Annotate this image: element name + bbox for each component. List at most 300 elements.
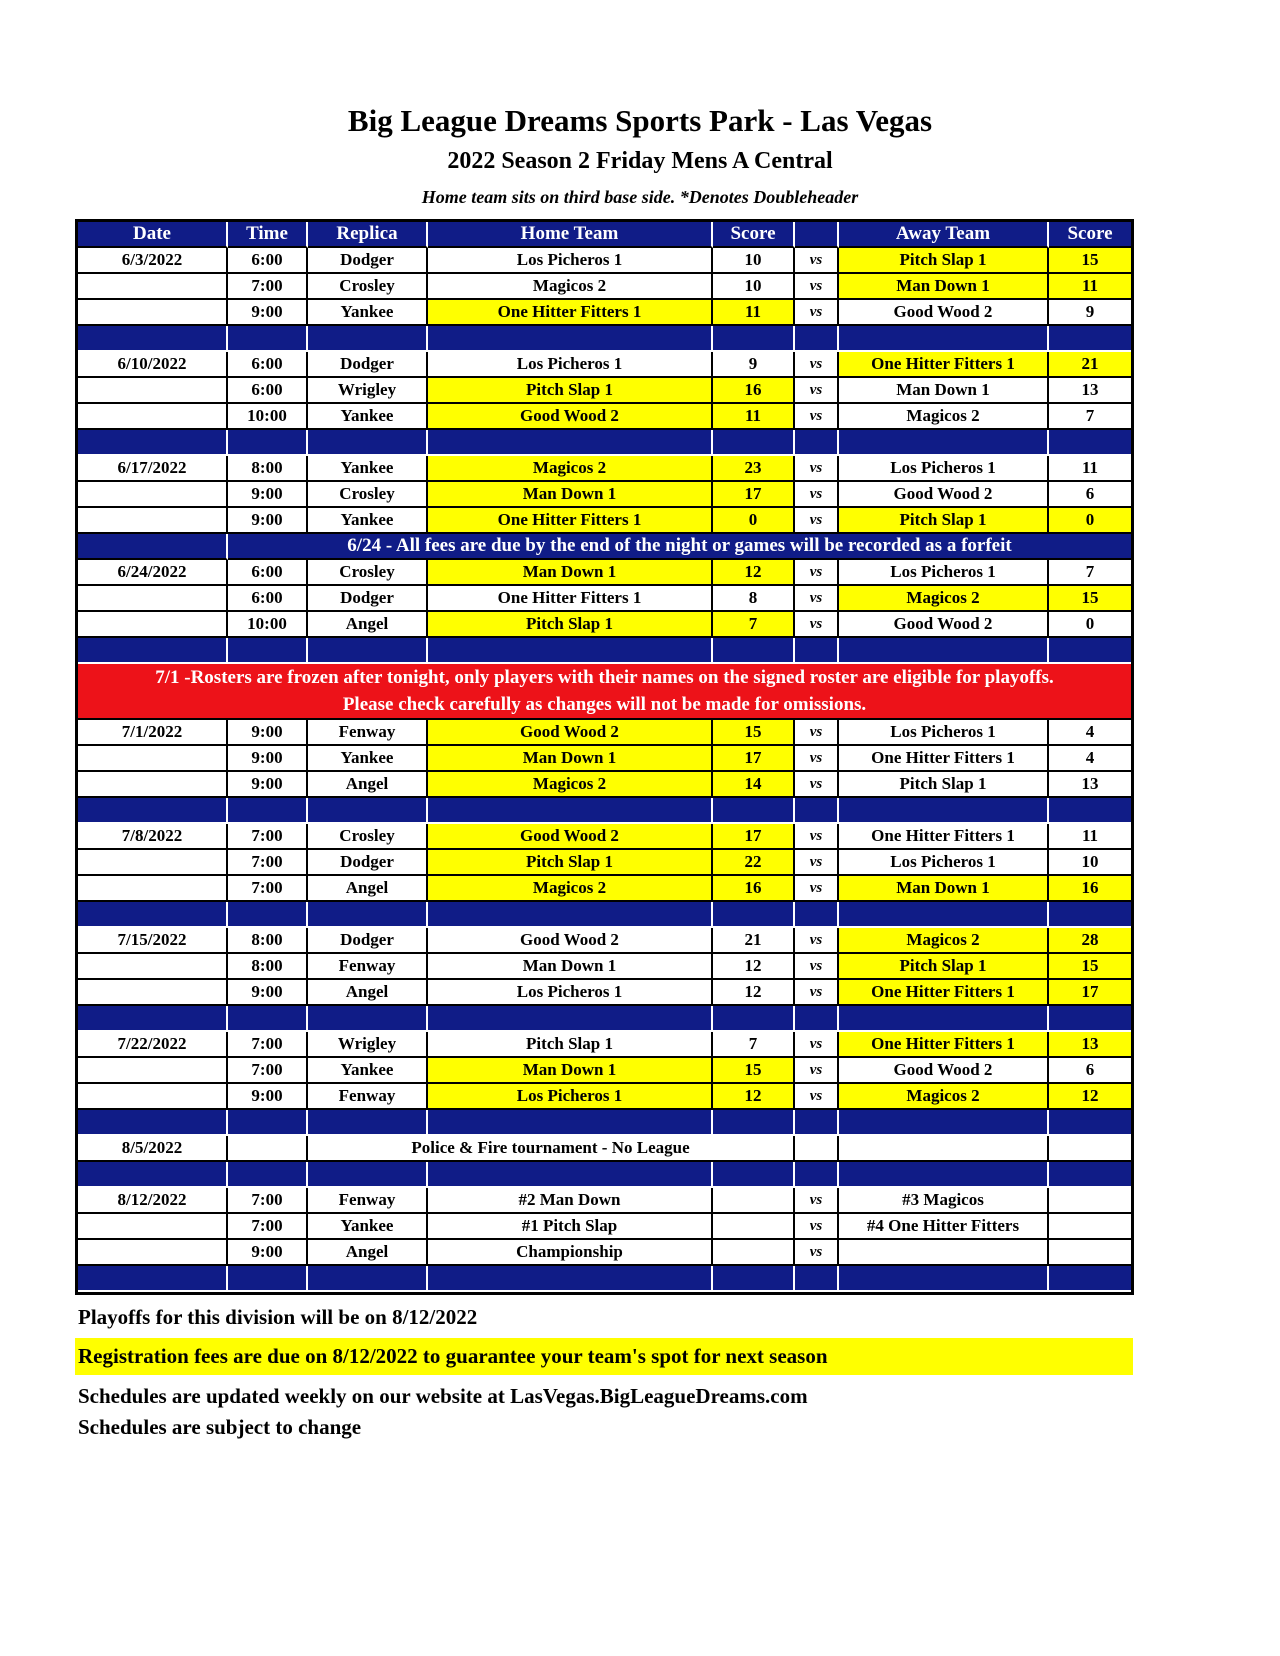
home-score-cell: 11 (713, 300, 795, 326)
footer-registration-note: Registration fees are due on 8/12/2022 to guarantee your team's spot for next season (75, 1338, 1133, 1374)
away-score-cell: 7 (1049, 560, 1131, 586)
time-cell: 6:00 (228, 248, 308, 274)
vs-cell: vs (795, 274, 839, 300)
home-score-cell: 10 (713, 248, 795, 274)
date-cell (78, 876, 228, 902)
col-header-time: Time (228, 222, 308, 248)
separator-cell (1049, 430, 1131, 456)
date-cell (78, 772, 228, 798)
separator-cell (839, 638, 1049, 664)
vs-cell: vs (795, 1058, 839, 1084)
home-score-cell: 17 (713, 824, 795, 850)
date-cell: 6/3/2022 (78, 248, 228, 274)
separator-cell (839, 1006, 1049, 1032)
separator-row (78, 1006, 1131, 1032)
away-team-cell: One Hitter Fitters 1 (839, 1032, 1049, 1058)
home-score-cell: 12 (713, 954, 795, 980)
home-team-cell: Good Wood 2 (428, 824, 713, 850)
away-team-cell: Magicos 2 (839, 586, 1049, 612)
schedule-rows (78, 248, 1131, 1292)
separator-row (78, 1110, 1131, 1136)
date-cell (78, 482, 228, 508)
separator-cell (78, 902, 228, 928)
home-team-cell: Man Down 1 (428, 1058, 713, 1084)
separator-cell (1049, 1110, 1131, 1136)
separator-cell (228, 326, 308, 352)
replica-cell: Fenway (308, 954, 428, 980)
away-score-cell: 6 (1049, 482, 1131, 508)
replica-cell: Dodger (308, 352, 428, 378)
header-row (78, 222, 1131, 248)
separator-cell (795, 1006, 839, 1032)
away-score-cell (1049, 1188, 1131, 1214)
vs-cell: vs (795, 248, 839, 274)
replica-cell: Fenway (308, 720, 428, 746)
date-cell (78, 586, 228, 612)
game-row (78, 274, 1131, 300)
home-team-cell: Magicos 2 (428, 456, 713, 482)
home-score-cell (713, 1188, 795, 1214)
separator-cell (795, 430, 839, 456)
away-score-cell: 16 (1049, 876, 1131, 902)
game-row (78, 720, 1131, 746)
time-cell: 7:00 (228, 1058, 308, 1084)
separator-cell (78, 326, 228, 352)
home-team-cell: Magicos 2 (428, 772, 713, 798)
away-team-cell: Good Wood 2 (839, 482, 1049, 508)
home-team-cell: Pitch Slap 1 (428, 612, 713, 638)
away-team-cell: Good Wood 2 (839, 612, 1049, 638)
replica-cell: Fenway (308, 1084, 428, 1110)
game-row (78, 1240, 1131, 1266)
replica-cell: Fenway (308, 1188, 428, 1214)
away-team-cell: Magicos 2 (839, 404, 1049, 430)
away-score-cell: 4 (1049, 746, 1131, 772)
time-cell: 9:00 (228, 746, 308, 772)
replica-cell: Angel (308, 772, 428, 798)
separator-cell (308, 798, 428, 824)
vs-cell: vs (795, 560, 839, 586)
date-cell: 8/12/2022 (78, 1188, 228, 1214)
game-row (78, 456, 1131, 482)
game-row (78, 404, 1131, 430)
replica-cell: Angel (308, 612, 428, 638)
away-score-cell (1049, 1136, 1131, 1162)
separator-cell (78, 430, 228, 456)
home-score-cell: 12 (713, 980, 795, 1006)
away-score-cell: 17 (1049, 980, 1131, 1006)
home-team-cell: Los Picheros 1 (428, 352, 713, 378)
separator-row (78, 326, 1131, 352)
home-score-cell: 22 (713, 850, 795, 876)
away-score-cell (1049, 1240, 1131, 1266)
separator-cell (308, 1110, 428, 1136)
home-score-cell: 16 (713, 378, 795, 404)
footer-playoffs-note: Playoffs for this division will be on 8/12/2022 (78, 1305, 478, 1330)
time-cell: 7:00 (228, 850, 308, 876)
separator-cell (839, 902, 1049, 928)
time-cell: 7:00 (228, 1032, 308, 1058)
vs-cell: vs (795, 404, 839, 430)
alert-row (78, 664, 1131, 720)
game-row (78, 746, 1131, 772)
time-cell: 8:00 (228, 954, 308, 980)
time-cell: 9:00 (228, 980, 308, 1006)
separator-cell (795, 1110, 839, 1136)
separator-cell (228, 798, 308, 824)
separator-cell (228, 1110, 308, 1136)
home-score-cell: 23 (713, 456, 795, 482)
separator-cell (713, 1110, 795, 1136)
home-score-cell: 11 (713, 404, 795, 430)
game-row (78, 560, 1131, 586)
home-team-cell: Pitch Slap 1 (428, 850, 713, 876)
notice-row (78, 534, 1131, 560)
vs-cell: vs (795, 1240, 839, 1266)
away-score-cell: 0 (1049, 612, 1131, 638)
separator-row (78, 798, 1131, 824)
home-team-cell: Los Picheros 1 (428, 248, 713, 274)
replica-cell: Yankee (308, 1214, 428, 1240)
game-row (78, 980, 1131, 1006)
game-row (78, 1214, 1131, 1240)
page-footer (75, 1305, 1133, 1439)
time-cell: 8:00 (228, 928, 308, 954)
date-cell: 7/1/2022 (78, 720, 228, 746)
time-cell: 9:00 (228, 772, 308, 798)
separator-cell (839, 1266, 1049, 1292)
separator-cell (839, 1162, 1049, 1188)
home-score-cell: 17 (713, 746, 795, 772)
away-team-cell: One Hitter Fitters 1 (839, 352, 1049, 378)
replica-cell: Dodger (308, 586, 428, 612)
separator-cell (1049, 902, 1131, 928)
separator-cell (308, 1266, 428, 1292)
replica-cell: Yankee (308, 1058, 428, 1084)
home-team-cell: Good Wood 2 (428, 720, 713, 746)
away-team-cell: Pitch Slap 1 (839, 772, 1049, 798)
separator-cell (795, 1266, 839, 1292)
replica-cell: Crosley (308, 560, 428, 586)
game-row (78, 586, 1131, 612)
time-cell: 6:00 (228, 378, 308, 404)
separator-cell (228, 1162, 308, 1188)
home-score-cell: 15 (713, 720, 795, 746)
away-score-cell: 11 (1049, 824, 1131, 850)
vs-cell: vs (795, 980, 839, 1006)
time-cell: 7:00 (228, 1214, 308, 1240)
away-team-cell (839, 1136, 1049, 1162)
vs-cell: vs (795, 876, 839, 902)
separator-cell (795, 326, 839, 352)
away-team-cell: One Hitter Fitters 1 (839, 746, 1049, 772)
away-team-cell: Los Picheros 1 (839, 456, 1049, 482)
game-row (78, 928, 1131, 954)
time-cell: 9:00 (228, 300, 308, 326)
separator-cell (228, 1006, 308, 1032)
separator-cell (308, 638, 428, 664)
notice-date-cell (78, 534, 228, 560)
separator-cell (78, 1006, 228, 1032)
home-score-cell: 12 (713, 1084, 795, 1110)
col-header-home-score: Score (713, 222, 795, 248)
date-cell (78, 980, 228, 1006)
separator-cell (428, 1162, 713, 1188)
separator-cell (308, 902, 428, 928)
home-team-cell: Good Wood 2 (428, 404, 713, 430)
away-score-cell: 12 (1049, 1084, 1131, 1110)
alert-line: 7/1 -Rosters are frozen after tonight, only players with their names on the signed roster are eligible for playoffs. (155, 667, 1054, 689)
away-team-cell: Los Picheros 1 (839, 560, 1049, 586)
time-cell: 6:00 (228, 560, 308, 586)
vs-cell: vs (795, 928, 839, 954)
separator-cell (428, 1266, 713, 1292)
replica-cell: Yankee (308, 456, 428, 482)
away-score-cell (1049, 1214, 1131, 1240)
separator-cell (1049, 638, 1131, 664)
away-team-cell: Good Wood 2 (839, 1058, 1049, 1084)
separator-row (78, 638, 1131, 664)
home-team-cell: Pitch Slap 1 (428, 1032, 713, 1058)
alert-cell (78, 664, 1131, 720)
time-cell: 7:00 (228, 824, 308, 850)
separator-row (78, 902, 1131, 928)
separator-cell (78, 1110, 228, 1136)
away-team-cell (839, 1240, 1049, 1266)
home-score-cell: 12 (713, 560, 795, 586)
vs-cell: vs (795, 1214, 839, 1240)
game-row (78, 1084, 1131, 1110)
vs-cell: vs (795, 352, 839, 378)
time-cell: 10:00 (228, 612, 308, 638)
time-cell: 9:00 (228, 1084, 308, 1110)
home-team-cell: One Hitter Fitters 1 (428, 300, 713, 326)
home-score-cell (713, 1240, 795, 1266)
time-cell (228, 1136, 308, 1162)
home-score-cell: 9 (713, 352, 795, 378)
game-row (78, 954, 1131, 980)
vs-cell: vs (795, 508, 839, 534)
date-cell (78, 954, 228, 980)
home-team-cell: Magicos 2 (428, 876, 713, 902)
separator-row (78, 1162, 1131, 1188)
away-score-cell: 6 (1049, 1058, 1131, 1084)
separator-row (78, 430, 1131, 456)
vs-cell: vs (795, 456, 839, 482)
home-team-cell: #2 Man Down (428, 1188, 713, 1214)
away-team-cell: Pitch Slap 1 (839, 248, 1049, 274)
vs-cell: vs (795, 824, 839, 850)
vs-cell: vs (795, 482, 839, 508)
separator-cell (228, 638, 308, 664)
away-team-cell: #4 One Hitter Fitters (839, 1214, 1049, 1240)
home-score-cell: 21 (713, 928, 795, 954)
vs-cell: vs (795, 1032, 839, 1058)
separator-cell (839, 326, 1049, 352)
separator-cell (713, 1162, 795, 1188)
separator-cell (713, 798, 795, 824)
time-cell: 7:00 (228, 1188, 308, 1214)
home-score-cell: 10 (713, 274, 795, 300)
date-cell (78, 1214, 228, 1240)
separator-cell (228, 430, 308, 456)
time-cell: 9:00 (228, 1240, 308, 1266)
date-cell (78, 508, 228, 534)
date-cell: 7/8/2022 (78, 824, 228, 850)
game-row (78, 300, 1131, 326)
event-row (78, 1136, 1131, 1162)
separator-cell (713, 326, 795, 352)
separator-cell (428, 902, 713, 928)
home-team-cell: Los Picheros 1 (428, 1084, 713, 1110)
date-cell (78, 1240, 228, 1266)
alert-line: Please check carefully as changes will not be made for omissions. (342, 694, 867, 716)
separator-cell (839, 1110, 1049, 1136)
away-score-cell: 4 (1049, 720, 1131, 746)
vs-cell: vs (795, 612, 839, 638)
away-score-cell: 7 (1049, 404, 1131, 430)
away-team-cell: One Hitter Fitters 1 (839, 824, 1049, 850)
game-row (78, 612, 1131, 638)
game-row (78, 1032, 1131, 1058)
separator-cell (1049, 1162, 1131, 1188)
home-team-cell: Good Wood 2 (428, 928, 713, 954)
home-score-cell: 14 (713, 772, 795, 798)
away-score-cell: 21 (1049, 352, 1131, 378)
header-note: Home team sits on third base side. *Denotes Doubleheader (421, 187, 859, 208)
replica-cell: Crosley (308, 482, 428, 508)
away-team-cell: Good Wood 2 (839, 300, 1049, 326)
replica-cell: Dodger (308, 850, 428, 876)
separator-cell (308, 430, 428, 456)
separator-cell (713, 1266, 795, 1292)
home-score-cell: 16 (713, 876, 795, 902)
date-cell: 7/15/2022 (78, 928, 228, 954)
replica-cell: Angel (308, 980, 428, 1006)
away-team-cell: Pitch Slap 1 (839, 954, 1049, 980)
separator-cell (428, 638, 713, 664)
date-cell (78, 274, 228, 300)
separator-cell (1049, 1266, 1131, 1292)
vs-cell: vs (795, 378, 839, 404)
separator-cell (713, 1006, 795, 1032)
page-title: Big League Dreams Sports Park - Las Vegas (347, 103, 933, 138)
date-cell: 6/10/2022 (78, 352, 228, 378)
home-team-cell: Man Down 1 (428, 954, 713, 980)
home-score-cell (713, 1214, 795, 1240)
separator-cell (795, 798, 839, 824)
game-row (78, 352, 1131, 378)
home-team-cell: One Hitter Fitters 1 (428, 508, 713, 534)
game-row (78, 1058, 1131, 1084)
home-score-cell: 7 (713, 1032, 795, 1058)
home-team-cell: Los Picheros 1 (428, 980, 713, 1006)
date-cell: 8/5/2022 (78, 1136, 228, 1162)
date-cell: 7/22/2022 (78, 1032, 228, 1058)
vs-cell: vs (795, 1188, 839, 1214)
date-cell (78, 746, 228, 772)
vs-cell: vs (795, 1084, 839, 1110)
date-cell (78, 378, 228, 404)
away-score-cell: 0 (1049, 508, 1131, 534)
game-row (78, 1188, 1131, 1214)
separator-cell (1049, 326, 1131, 352)
away-team-cell: Los Picheros 1 (839, 850, 1049, 876)
date-cell (78, 300, 228, 326)
game-row (78, 772, 1131, 798)
separator-cell (428, 1110, 713, 1136)
separator-cell (228, 1266, 308, 1292)
separator-cell (1049, 798, 1131, 824)
time-cell: 9:00 (228, 720, 308, 746)
date-cell (78, 612, 228, 638)
game-row (78, 850, 1131, 876)
away-team-cell: Magicos 2 (839, 928, 1049, 954)
time-cell: 8:00 (228, 456, 308, 482)
game-row (78, 876, 1131, 902)
away-team-cell: Man Down 1 (839, 274, 1049, 300)
away-team-cell: Man Down 1 (839, 378, 1049, 404)
col-header-away-score: Score (1049, 222, 1131, 248)
separator-cell (839, 430, 1049, 456)
home-score-cell: 7 (713, 612, 795, 638)
game-row (78, 378, 1131, 404)
time-cell: 6:00 (228, 586, 308, 612)
home-team-cell: Magicos 2 (428, 274, 713, 300)
vs-cell: vs (795, 586, 839, 612)
home-team-cell: One Hitter Fitters 1 (428, 586, 713, 612)
game-row (78, 824, 1131, 850)
separator-cell (308, 326, 428, 352)
vs-cell: vs (795, 954, 839, 980)
separator-cell (308, 1006, 428, 1032)
separator-cell (713, 902, 795, 928)
separator-cell (713, 638, 795, 664)
vs-cell: vs (795, 850, 839, 876)
vs-cell: vs (795, 300, 839, 326)
away-score-cell: 10 (1049, 850, 1131, 876)
separator-row (78, 1266, 1131, 1292)
away-team-cell: Pitch Slap 1 (839, 508, 1049, 534)
table-header (78, 222, 1131, 248)
separator-cell (428, 1006, 713, 1032)
separator-cell (78, 638, 228, 664)
home-team-cell: Man Down 1 (428, 482, 713, 508)
time-cell: 7:00 (228, 876, 308, 902)
time-cell: 9:00 (228, 482, 308, 508)
away-score-cell: 11 (1049, 274, 1131, 300)
separator-cell (428, 430, 713, 456)
col-header-date: Date (78, 222, 228, 248)
replica-cell: Yankee (308, 300, 428, 326)
replica-cell: Angel (308, 876, 428, 902)
col-header-away-team: Away Team (839, 222, 1049, 248)
away-score-cell: 15 (1049, 248, 1131, 274)
home-team-cell: Man Down 1 (428, 560, 713, 586)
replica-cell: Crosley (308, 824, 428, 850)
date-cell (78, 1084, 228, 1110)
event-text-cell: Police & Fire tournament - No League (308, 1136, 795, 1162)
schedule-table (75, 219, 1134, 1295)
date-cell (78, 1058, 228, 1084)
time-cell: 6:00 (228, 352, 308, 378)
away-team-cell: One Hitter Fitters 1 (839, 980, 1049, 1006)
away-team-cell: #3 Magicos (839, 1188, 1049, 1214)
replica-cell: Crosley (308, 274, 428, 300)
separator-cell (228, 902, 308, 928)
separator-cell (78, 798, 228, 824)
away-score-cell: 13 (1049, 378, 1131, 404)
